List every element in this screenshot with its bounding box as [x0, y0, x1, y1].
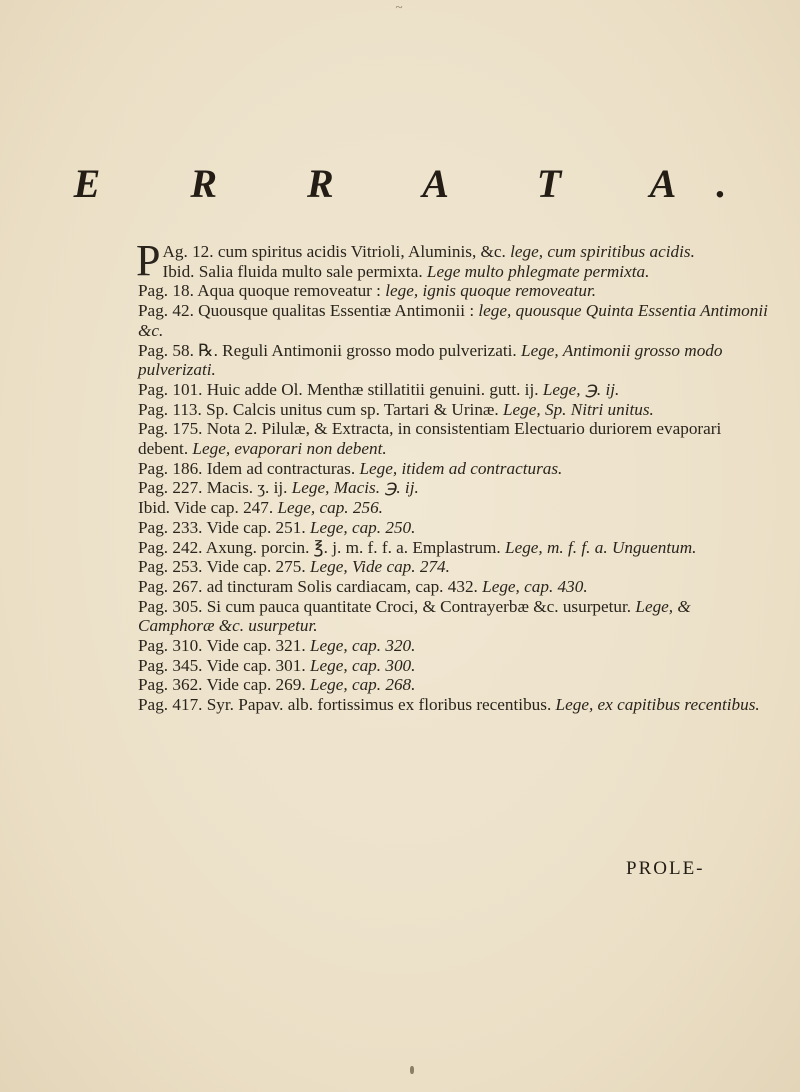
erratum-text: Pag. 267. ad tincturam Solis cardiacam, cap. 432.	[138, 576, 478, 596]
erratum-text: Pag. 345. Vide cap. 301.	[138, 655, 306, 675]
erratum-text: Pag. 305. Si cum pauca quantitate Croci, & Contrayerbæ &c. usurpetur.	[138, 596, 632, 616]
erratum-text: Pag. 310. Vide cap. 321.	[138, 636, 306, 656]
errata-entry	[138, 498, 770, 518]
erratum-text: Pag. 253. Vide cap. 275.	[138, 557, 306, 577]
erratum-text: Pag. 101. Huic adde Ol. Menthæ stillatitii genuini. gutt. ij.	[138, 379, 539, 399]
errata-entry	[138, 518, 770, 538]
errata-entry	[138, 597, 770, 636]
page-title: E R R A T A.	[73, 161, 767, 206]
erratum-text: Ibid. Vide cap. 247.	[138, 498, 274, 518]
erratum-text: Pag. 113. Sp. Calcis unitus cum sp. Tartari & Urinæ.	[138, 399, 499, 419]
correction-text: Lege, cap. 268.	[309, 675, 416, 695]
correction-text: lege, quousque Quinta Essentia Antimonii &c.	[138, 301, 768, 340]
correction-text: lege, cum spiritibus acidis.	[510, 242, 695, 261]
erratum-text: Pag. 186. Idem ad contracturas.	[138, 458, 356, 478]
errata-entry	[138, 478, 770, 498]
correction-text: Lege, m. f. f. a. Unguentum.	[505, 537, 697, 557]
errata-entry	[138, 538, 770, 558]
errata-entry	[138, 380, 770, 400]
erratum-text: Pag. 227. Macis. ʒ. ij.	[138, 478, 288, 498]
errata-entry	[138, 557, 770, 577]
erratum-text: Pag. 233. Vide cap. 251.	[138, 517, 306, 537]
erratum-text: Ag. 12. cum spiritus acidis Vitrioli, Aluminis, &c.	[162, 242, 506, 261]
errata-entry	[138, 281, 770, 301]
errata-entry	[138, 636, 770, 656]
errata-entry	[138, 656, 770, 676]
correction-text: Lege, ℈. ij.	[542, 379, 620, 399]
correction-text: Lege, evaporari non debent.	[192, 439, 387, 459]
errata-entry	[138, 695, 770, 715]
catchword: PROLE-	[626, 858, 705, 879]
erratum-text: Pag. 417. Syr. Papav. alb. fortissimus ex floribus recentibus.	[138, 695, 552, 715]
correction-text: Lege, cap. 250.	[309, 517, 416, 537]
correction-text: lege, ignis quoque removeatur.	[385, 281, 597, 301]
correction-text: Lege, cap. 256.	[277, 498, 383, 518]
top-mark: ~	[395, 0, 403, 14]
errata-entry	[138, 419, 770, 458]
correction-text: Lege, Vide cap. 274.	[309, 557, 450, 577]
errata-entry	[138, 459, 770, 479]
erratum-text: Pag. 42. Quousque qualitas Essentiæ Antimonii :	[138, 301, 475, 321]
errata-entry	[138, 301, 770, 340]
erratum-text: Pag. 175. Nota 2. Pilulæ, & Extracta, in consistentiam Electuario duriorem evaporari debent.	[138, 419, 722, 459]
erratum-text: Ibid. Salia fluida multo sale permixta.	[162, 261, 423, 281]
erratum-text: Pag. 58. ℞. Reguli Antimonii grosso modo pulverizati.	[138, 340, 517, 360]
correction-text: Lege, itidem ad contracturas.	[359, 458, 563, 478]
errata-list	[136, 236, 770, 715]
correction-text: Lege, Macis. ℈. ij.	[291, 478, 419, 498]
correction-text: Lege, & Camphoræ &c. usurpetur.	[138, 596, 691, 636]
correction-text: Lege, cap. 430.	[482, 576, 588, 596]
correction-text: Lege, Antimonii grosso modo pulverizati.	[138, 340, 723, 380]
correction-text: Lege, cap. 320.	[309, 636, 416, 656]
correction-text: Lege, ex capitibus recentibus.	[555, 695, 760, 715]
erratum-text: Pag. 242. Axung. porcin. ℥. j. m. f. f. a. Emplastrum.	[138, 537, 501, 557]
errata-entry	[138, 400, 770, 420]
erratum-text: Pag. 362. Vide cap. 269.	[138, 675, 306, 695]
erratum-text: Pag. 18. Aqua quoque removeatur :	[138, 281, 381, 301]
errata-entry	[138, 577, 770, 597]
errata-entry	[138, 675, 770, 695]
drop-capital: P	[136, 236, 161, 285]
correction-text: Lege multo phlegmate permixta.	[426, 261, 650, 281]
correction-text: Lege, cap. 300.	[309, 655, 416, 675]
correction-text: Lege, Sp. Nitri unitus.	[502, 399, 654, 419]
errata-entry	[138, 341, 770, 380]
paper-speck	[410, 1066, 414, 1074]
errata-entry	[138, 262, 770, 282]
